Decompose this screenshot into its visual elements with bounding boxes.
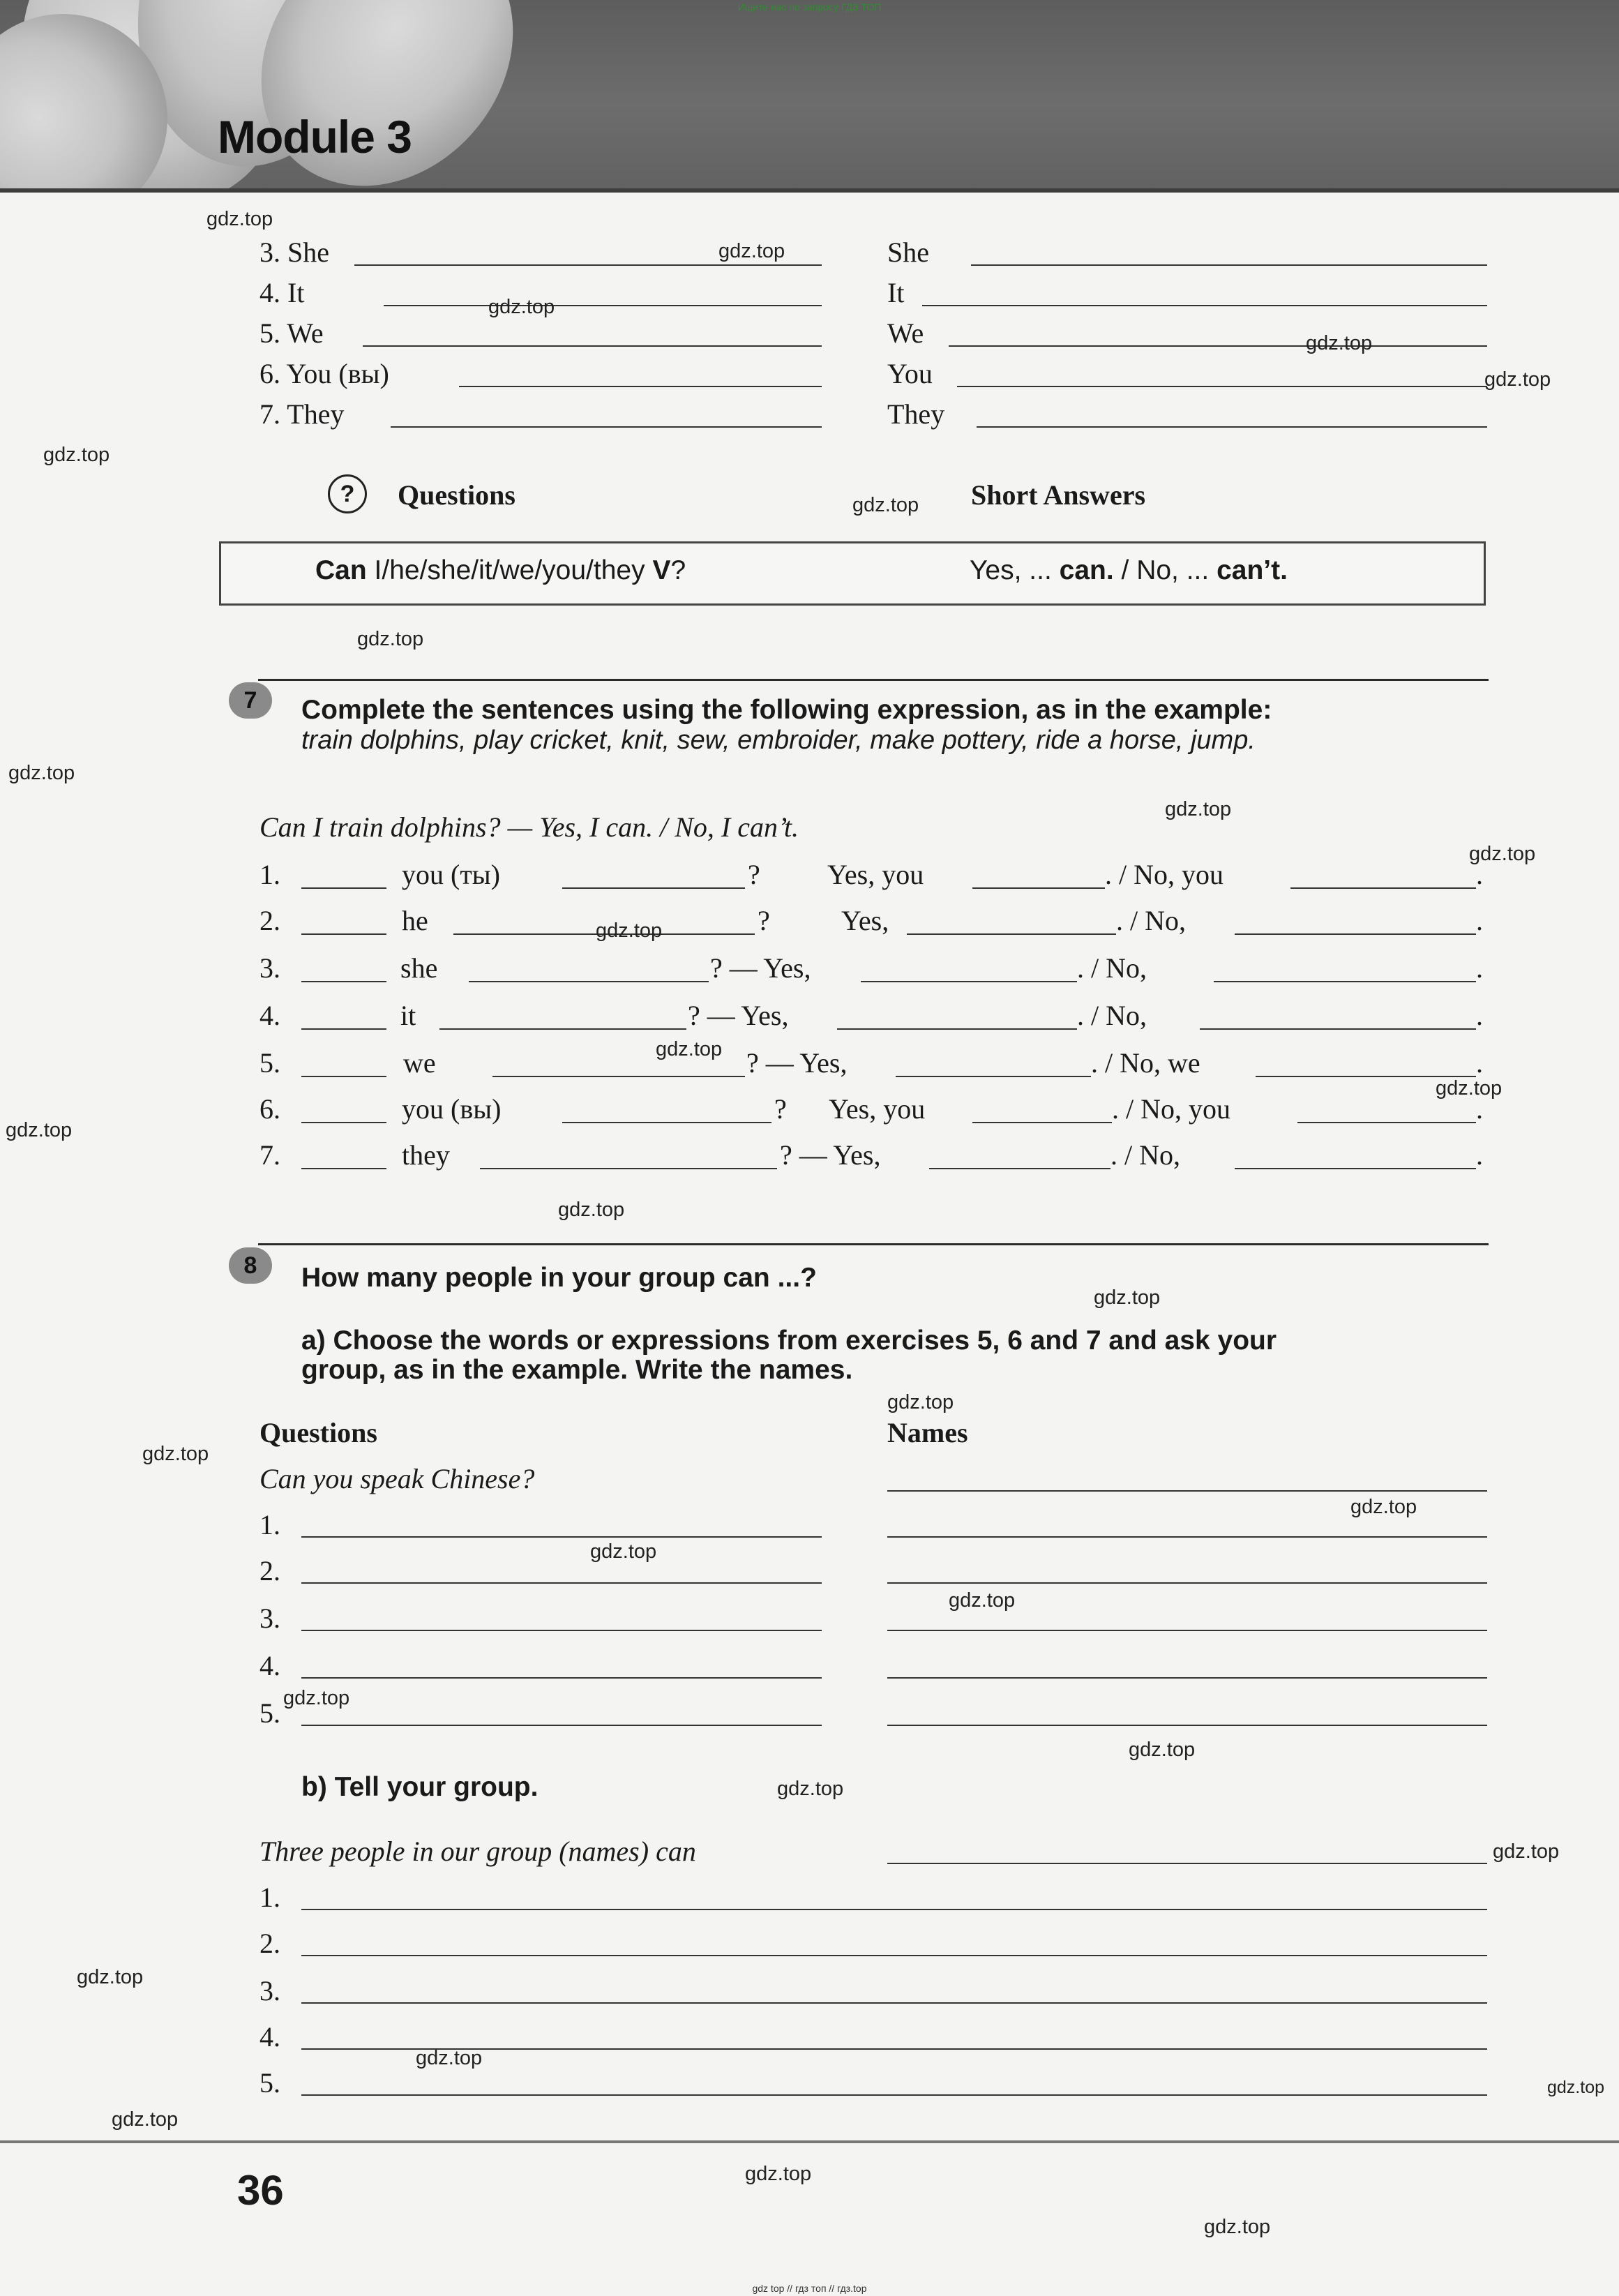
tell-prompt: Three people in our group (names) can bbox=[259, 1836, 696, 1867]
watermark: gdz.top bbox=[1129, 1739, 1196, 1761]
answer-line[interactable] bbox=[1214, 981, 1476, 982]
exercise-7-instruction: Complete the sentences using the following expression, as in the example: bbox=[301, 695, 1272, 725]
row-no: . / No, we bbox=[1091, 1047, 1200, 1079]
row-number: 4. bbox=[259, 1000, 280, 1031]
row-end: . bbox=[1476, 1000, 1483, 1031]
table-row-label: We bbox=[887, 317, 924, 349]
watermark: gdz.top bbox=[596, 920, 663, 942]
watermark: gdz.top bbox=[1094, 1286, 1161, 1309]
answer-line[interactable] bbox=[887, 1677, 1487, 1679]
answer-line[interactable] bbox=[1297, 1122, 1476, 1123]
row-number: 6. bbox=[259, 1093, 280, 1125]
answer-line[interactable] bbox=[480, 1168, 777, 1169]
column-header-names: Names bbox=[887, 1417, 968, 1448]
verb-symbol: V bbox=[652, 555, 671, 585]
row-question-end: ? bbox=[758, 905, 770, 936]
row-subject: you (вы) bbox=[402, 1093, 502, 1125]
row-question-end: ? bbox=[774, 1093, 787, 1125]
row-subject: he bbox=[402, 905, 428, 936]
table-row-label: 3. She bbox=[259, 237, 329, 268]
watermark: gdz.top bbox=[852, 494, 919, 516]
watermark: gdz.top bbox=[590, 1540, 657, 1563]
answer-line[interactable] bbox=[459, 386, 822, 387]
answer-line[interactable] bbox=[301, 1028, 386, 1030]
row-end: . bbox=[1476, 1047, 1483, 1079]
table-row-label: 6. You (вы) bbox=[259, 358, 389, 389]
answer-line[interactable] bbox=[907, 933, 1116, 935]
question-sign: ? bbox=[670, 555, 686, 585]
answer-line[interactable] bbox=[837, 1028, 1077, 1030]
grammar-question-pattern bbox=[315, 555, 686, 586]
yes-pattern: Yes, ... bbox=[970, 555, 1060, 585]
row-number: 1. bbox=[259, 1509, 280, 1540]
answer-line[interactable] bbox=[301, 1909, 1487, 1910]
watermark: gdz.top bbox=[887, 1391, 954, 1413]
row-subject: it bbox=[400, 1000, 416, 1031]
can-keyword: can. bbox=[1059, 555, 1114, 585]
answer-line[interactable] bbox=[301, 1076, 386, 1077]
watermark: gdz.top bbox=[718, 240, 785, 262]
watermark: gdz.top bbox=[949, 1589, 1016, 1612]
footer-rule bbox=[0, 2140, 1619, 2143]
watermark: gdz.top bbox=[1350, 1496, 1417, 1518]
answer-line[interactable] bbox=[887, 1536, 1487, 1538]
section-rule bbox=[258, 1243, 1489, 1245]
watermark: gdz.top bbox=[6, 1119, 73, 1141]
answer-line[interactable] bbox=[887, 1863, 1487, 1864]
row-number: 3. bbox=[259, 952, 280, 984]
watermark: gdz.top bbox=[488, 296, 555, 318]
bottom-note: gdz top // гдз топ // гдз.top bbox=[752, 2283, 867, 2294]
table-row-label: She bbox=[887, 237, 929, 268]
module-title: Module 3 bbox=[218, 111, 412, 163]
answer-line[interactable] bbox=[301, 1630, 822, 1631]
answer-line[interactable] bbox=[957, 386, 1487, 387]
answer-line[interactable] bbox=[562, 1122, 771, 1123]
exercise-7-number: 7 bbox=[229, 682, 272, 719]
row-question-end: ? — Yes, bbox=[688, 1000, 789, 1031]
answer-line[interactable] bbox=[301, 1536, 822, 1538]
question-mark-icon: ? bbox=[328, 474, 367, 513]
answer-line[interactable] bbox=[492, 1076, 745, 1077]
answer-line[interactable] bbox=[896, 1076, 1091, 1077]
answer-line[interactable] bbox=[301, 887, 386, 889]
answer-line[interactable] bbox=[922, 305, 1487, 306]
row-subject: we bbox=[403, 1047, 436, 1079]
watermark: gdz.top bbox=[656, 1038, 723, 1060]
watermark: gdz.top bbox=[206, 208, 273, 230]
watermark: gdz.top bbox=[777, 1778, 844, 1800]
watermark: gdz.top bbox=[357, 628, 424, 650]
table-row-label: 7. They bbox=[259, 398, 345, 430]
row-question-end: ? — Yes, bbox=[710, 952, 811, 984]
answer-line[interactable] bbox=[887, 1490, 1487, 1492]
answer-line[interactable] bbox=[1235, 933, 1476, 935]
column-header-questions: Questions bbox=[259, 1417, 377, 1448]
row-number: 2. bbox=[259, 905, 280, 936]
exercise-8-part-b: b) Tell your group. bbox=[301, 1772, 539, 1802]
answer-line[interactable] bbox=[301, 981, 386, 982]
row-subject: she bbox=[400, 952, 438, 984]
answer-line[interactable] bbox=[562, 887, 745, 889]
row-number: 3. bbox=[259, 1975, 280, 2006]
answer-line[interactable] bbox=[301, 2002, 1487, 2004]
exercise-7-example: Can I train dolphins? — Yes, I can. / No, I can’t. bbox=[259, 811, 799, 843]
watermark: gdz.top bbox=[1469, 843, 1536, 865]
watermark: gdz.top bbox=[142, 1443, 209, 1465]
table-row-label: You bbox=[887, 358, 933, 389]
answer-line[interactable] bbox=[861, 981, 1077, 982]
answer-line[interactable] bbox=[439, 1028, 686, 1030]
watermark: gdz.top bbox=[283, 1687, 350, 1709]
row-number: 5. bbox=[259, 1047, 280, 1079]
subjects-list: I/he/she/it/we/you/they bbox=[374, 555, 645, 585]
watermark: gdz.top bbox=[1436, 1077, 1503, 1100]
answer-line[interactable] bbox=[391, 426, 822, 428]
row-number: 4. bbox=[259, 1650, 280, 1681]
page-number: 36 bbox=[237, 2167, 284, 2214]
row-no: . / No, bbox=[1116, 905, 1186, 936]
row-number: 1. bbox=[259, 1882, 280, 1913]
answer-line[interactable] bbox=[301, 1168, 386, 1169]
table-row-label: 5. We bbox=[259, 317, 324, 349]
row-yes: Yes, bbox=[841, 905, 889, 936]
answer-line[interactable] bbox=[971, 264, 1487, 266]
exercise-8-title: How many people in your group can ...? bbox=[301, 1263, 817, 1293]
row-number: 5. bbox=[259, 2067, 280, 2099]
answer-line[interactable] bbox=[1235, 1168, 1476, 1169]
no-pattern: / No, ... bbox=[1113, 555, 1217, 585]
row-yes: Yes, you bbox=[827, 859, 924, 890]
row-no: . / No, bbox=[1077, 952, 1147, 984]
row-no: . / No, you bbox=[1112, 1093, 1230, 1125]
row-question-end: ? — Yes, bbox=[746, 1047, 848, 1079]
answer-line[interactable] bbox=[469, 981, 709, 982]
answer-line[interactable] bbox=[977, 426, 1487, 428]
header-divider bbox=[0, 188, 1619, 193]
answer-line[interactable] bbox=[887, 1725, 1487, 1726]
row-end: . bbox=[1476, 859, 1483, 890]
watermark: gdz.top bbox=[1484, 368, 1551, 391]
watermark: gdz.top bbox=[1204, 2216, 1271, 2238]
answer-line[interactable] bbox=[1200, 1028, 1476, 1030]
watermark: gdz.top bbox=[1306, 332, 1373, 354]
row-subject: you (ты) bbox=[402, 859, 500, 890]
watermark: gdz.top bbox=[8, 762, 75, 784]
exercise-8-number: 8 bbox=[229, 1247, 272, 1284]
row-no: . / No, you bbox=[1105, 859, 1223, 890]
exercise-7-phrases: train dolphins, play cricket, knit, sew, embroider, make pottery, ride a horse, jump. bbox=[301, 726, 1256, 755]
watermark: gdz.top bbox=[1547, 2078, 1605, 2097]
row-end: . bbox=[1476, 905, 1483, 936]
answer-line[interactable] bbox=[301, 1725, 822, 1726]
exercise-8-part-a-line1: a) Choose the words or expressions from exercises 5, 6 and 7 and ask your bbox=[301, 1326, 1277, 1356]
table-row-label: 4. It bbox=[259, 277, 305, 308]
row-no: . / No, bbox=[1077, 1000, 1147, 1031]
watermark: gdz.top bbox=[112, 2108, 179, 2131]
row-end: . bbox=[1476, 1139, 1483, 1171]
watermark: gdz.top bbox=[77, 1966, 144, 1988]
answer-line[interactable] bbox=[301, 1122, 386, 1123]
cant-keyword: can’t. bbox=[1217, 555, 1288, 585]
row-question-end: ? bbox=[748, 859, 760, 890]
watermark: gdz.top bbox=[416, 2047, 483, 2069]
top-search-note: Ищите нас по запросу ГДЗ ТОП bbox=[737, 1, 882, 13]
row-subject: they bbox=[402, 1139, 450, 1171]
row-end: . bbox=[1476, 952, 1483, 984]
table-row-label: It bbox=[887, 277, 905, 308]
row-number: 4. bbox=[259, 2021, 280, 2053]
watermark: gdz.top bbox=[1493, 1840, 1560, 1863]
row-end: . bbox=[1476, 1093, 1483, 1125]
section-rule bbox=[258, 679, 1489, 681]
row-number: 2. bbox=[259, 1928, 280, 1959]
answer-line[interactable] bbox=[1290, 887, 1476, 889]
questions-heading: Questions bbox=[398, 479, 515, 511]
answer-line[interactable] bbox=[972, 1122, 1112, 1123]
row-question-end: ? — Yes, bbox=[780, 1139, 881, 1171]
watermark: gdz.top bbox=[43, 444, 110, 466]
answer-line[interactable] bbox=[949, 345, 1487, 347]
answer-line[interactable] bbox=[972, 887, 1105, 889]
answer-line[interactable] bbox=[887, 1582, 1487, 1584]
row-number: 7. bbox=[259, 1139, 280, 1171]
answer-line[interactable] bbox=[384, 305, 822, 306]
example-question: Can you speak Chinese? bbox=[259, 1463, 535, 1494]
answer-line[interactable] bbox=[301, 1677, 822, 1679]
short-answers-heading: Short Answers bbox=[971, 479, 1146, 511]
answer-line[interactable] bbox=[354, 264, 822, 266]
answer-line[interactable] bbox=[301, 2094, 1487, 2096]
table-row-label: They bbox=[887, 398, 945, 430]
answer-line[interactable] bbox=[887, 1630, 1487, 1631]
answer-line[interactable] bbox=[301, 1955, 1487, 1956]
row-number: 3. bbox=[259, 1603, 280, 1634]
watermark: gdz.top bbox=[558, 1199, 625, 1221]
answer-line[interactable] bbox=[301, 933, 386, 935]
watermark: gdz.top bbox=[1165, 798, 1232, 820]
row-number: 1. bbox=[259, 859, 280, 890]
watermark: gdz.top bbox=[745, 2163, 812, 2185]
row-number: 2. bbox=[259, 1555, 280, 1586]
row-number: 5. bbox=[259, 1697, 280, 1729]
answer-line[interactable] bbox=[301, 1582, 822, 1584]
exercise-8-part-a-line2: group, as in the example. Write the names. bbox=[301, 1355, 853, 1385]
answer-line[interactable] bbox=[929, 1168, 1110, 1169]
row-yes: Yes, you bbox=[829, 1093, 926, 1125]
grammar-short-answers bbox=[970, 555, 1288, 586]
row-no: . / No, bbox=[1110, 1139, 1180, 1171]
can-keyword: Can bbox=[315, 555, 367, 585]
answer-line[interactable] bbox=[363, 345, 822, 347]
